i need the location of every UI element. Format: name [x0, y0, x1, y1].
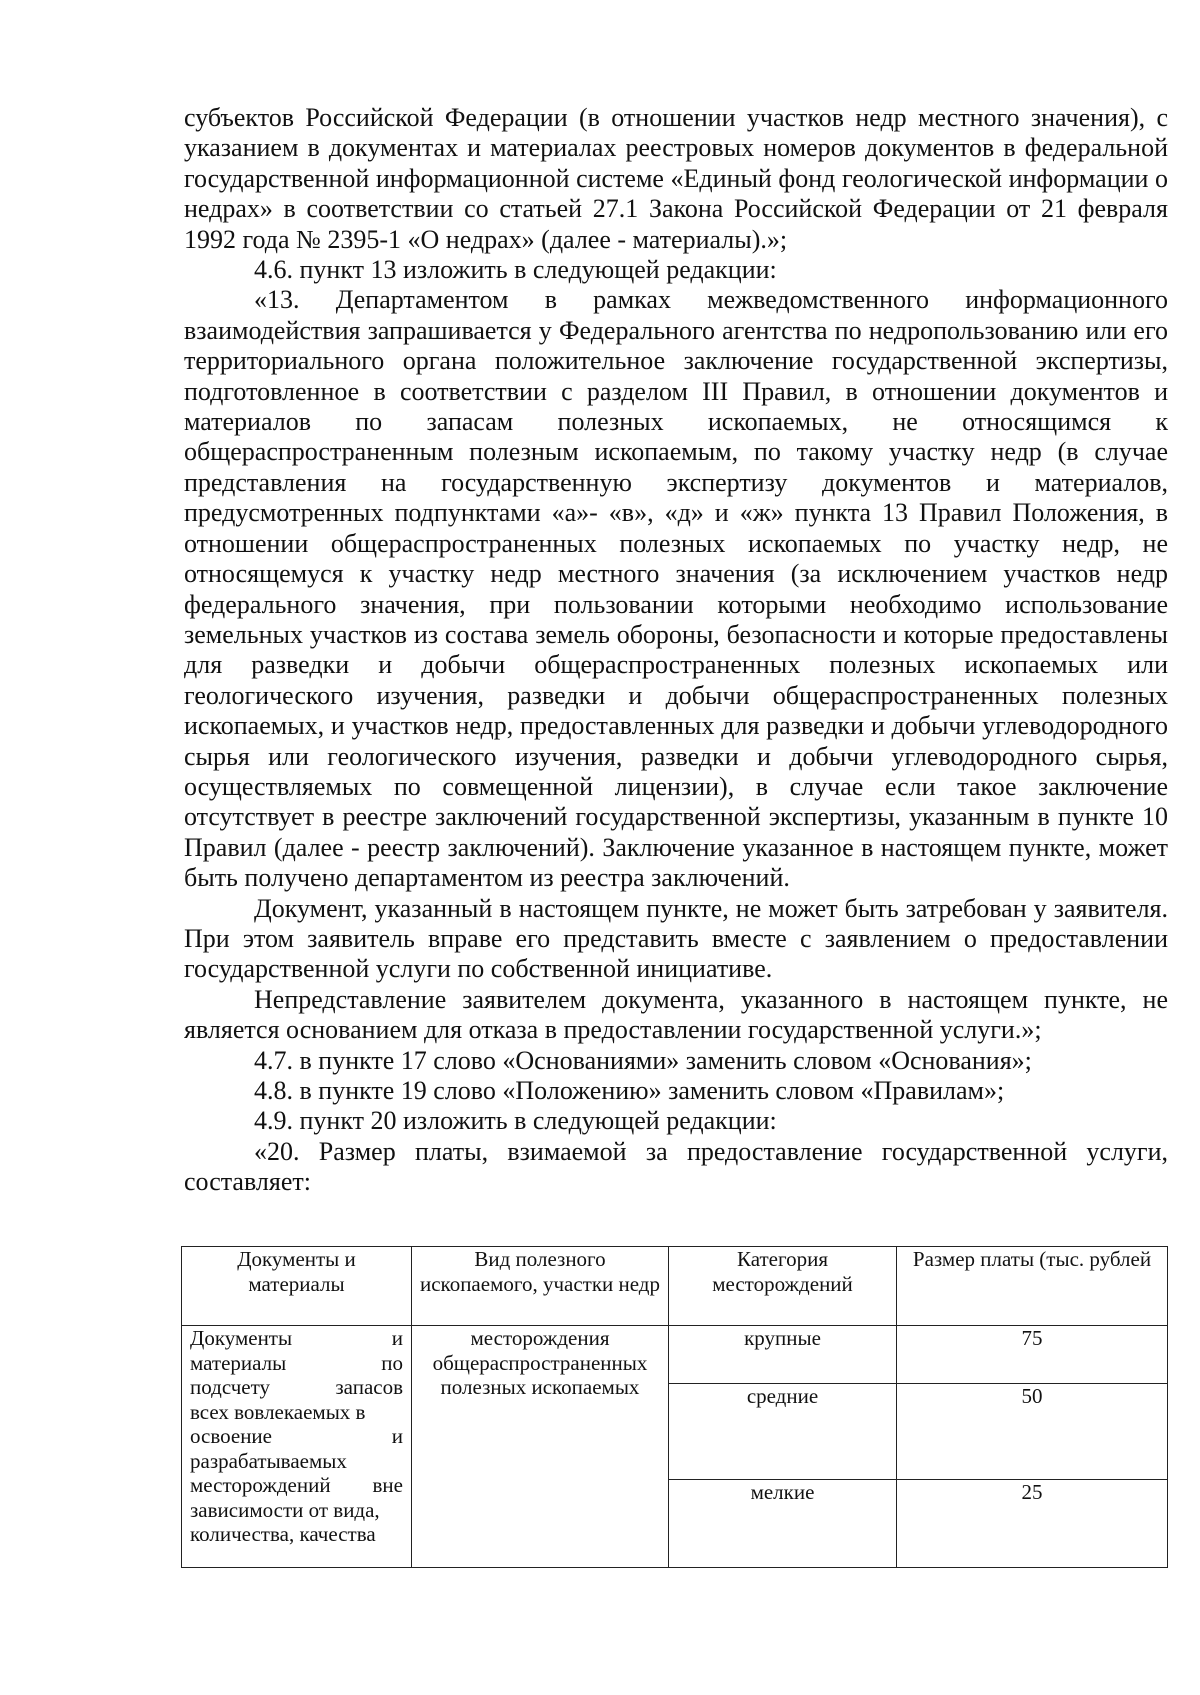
category-cell: средние [669, 1384, 897, 1480]
category-cell: крупные [669, 1326, 897, 1384]
documents-line: материалы по [190, 1350, 403, 1375]
documents-cell [182, 1326, 412, 1568]
documents-line: разрабатываемых [190, 1448, 347, 1473]
header-fee: Размер платы (тыс. рублей [897, 1247, 1168, 1326]
documents-line: всех вовлекаемых в [190, 1399, 366, 1424]
fee-cell: 25 [897, 1480, 1168, 1568]
header-documents: Документы и материалы [182, 1247, 412, 1326]
fee-cell: 75 [897, 1326, 1168, 1384]
paragraph-clause-20: «20. Размер платы, взимаемой за предоставление государственной услуги, составляет: [184, 1136, 1168, 1197]
fee-table [181, 1246, 1168, 1568]
documents-line: зависимости от вида, [190, 1497, 380, 1522]
paragraph-non-submission: Непредставление заявителем документа, указанного в настоящем пункте, не является основанием для отказа в предоставлении государственной услуги.»; [184, 984, 1168, 1045]
document-body [184, 103, 1168, 1198]
paragraph-continuation: субъектов Российской Федерации (в отношении участков недр местного значения), с указанием в документах и материалах реестровых номеров документов в федеральной государственной информационной системе «Единый фонд геологической информации о недрах» в соответствии со статьей 27.1 Закона Российской Федерации от 21 февраля 1992 года № 2395-1 «О недрах» (далее - материалы).»; [184, 103, 1168, 254]
header-category: Категория месторождений [669, 1247, 897, 1326]
paragraph-clause-13: «13. Департаментом в рамках межведомственного информационного взаимодействия запрашивается у Федерального агентства по недропользованию или его территориального органа положительное заключение государственной экспертизы, подготовленное в соответствии с разделом III Правил, в отношении документов и материалов по запасам полезных ископаемых, не относящимся к общераспространенным полезным ископаемым, по такому участку недр (в случае представления на государственную экспертизу документов и материалов, предусмотренных подпунктами «а»- «в», «д» и «ж» пункта 13 Правил Положения, в отношении общераспространенных полезных ископаемых по участку недр, не относящемуся к участку недр местного значения (за исключением участков недр федерального значения, при пользовании которыми необходимо использование земельных участков из состава земель обороны, безопасности и которые предоставлены для разведки и добычи общераспространенных полезных ископаемых или геологического изучения, разведки и добычи общераспространенных полезных ископаемых, и участков недр, предоставленных для разведки и добычи углеводородного сырья или геологического изучения, разведки и добычи углеводородного сырья, осуществляемых по совмещенной лицензии), в случае если такое заключение отсутствует в реестре заключений государственной экспертизы, указанным в пункте 10 Правил (далее - реестр заключений). Заключение указанное в настоящем пункте, может быть получено департаментом из реестра заключений. [184, 285, 1168, 893]
table-row [182, 1326, 1168, 1384]
paragraph-item-4-8: 4.8. в пункте 19 слово «Положению» заменить словом «Правилам»; [254, 1076, 1005, 1105]
documents-line: Документы и [190, 1326, 403, 1350]
documents-line: подсчету запасов [190, 1375, 403, 1399]
documents-line: количества, качества [190, 1522, 376, 1546]
paragraph-item-4-6: 4.6. пункт 13 изложить в следующей редакции: [254, 255, 777, 285]
paragraph-item-4-7: 4.7. в пункте 17 слово «Основаниями» заменить словом «Основания»; [254, 1045, 1032, 1075]
fee-cell: 50 [897, 1384, 1168, 1480]
mineral-type-cell: месторождения общераспространенных полезных ископаемых [412, 1326, 669, 1568]
category-cell: мелкие [669, 1480, 897, 1568]
paragraph-item-4-9: 4.9. пункт 20 изложить в следующей редакции: [254, 1106, 777, 1136]
documents-line: освоение и [190, 1424, 403, 1448]
paragraph-document-request: Документ, указанный в настоящем пункте, не может быть затребован у заявителя. При этом заявитель вправе его представить вместе с заявлением о предоставлении государственной услуги по собственной инициативе. [184, 893, 1168, 984]
table-header-row [182, 1247, 1168, 1326]
header-mineral-type: Вид полезного ископаемого, участки недр [412, 1247, 669, 1326]
documents-line: месторождений вне [190, 1473, 403, 1497]
